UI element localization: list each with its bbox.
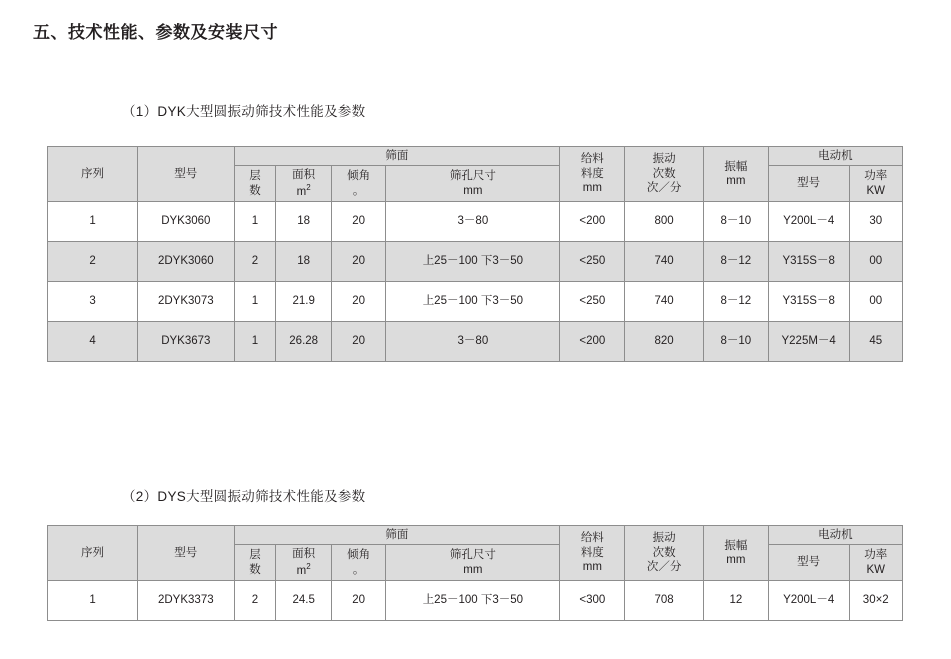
cell-motor-model: Y315S－8 (768, 241, 849, 281)
cell-sequence: 2 (48, 241, 138, 281)
cell-hole-size: 3－80 (386, 321, 560, 361)
cell-model: 2DYK3060 (138, 241, 234, 281)
cell-model: 2DYK3073 (138, 281, 234, 321)
col-header-hole-line1: 筛孔尺寸 (449, 170, 496, 183)
col-header-area-line2: $m^2$ (296, 182, 311, 198)
col-header-sequence: 序列 (48, 147, 138, 202)
cell-amplitude: 8－10 (703, 201, 768, 241)
col-header-feed-line3: mm (582, 561, 602, 574)
table-2-caption: （2）DYS大型圆振动筛技术性能及参数 (122, 489, 366, 504)
cell-area: 18 (276, 201, 332, 241)
cell-frequency: 708 (625, 580, 704, 620)
cell-motor-power: 45 (849, 321, 903, 361)
cell-angle: 20 (331, 321, 385, 361)
col-header-feed-line1: 给料 (580, 532, 604, 545)
col-header-model: 型号 (138, 147, 234, 202)
cell-area: 18 (276, 241, 332, 281)
cell-sequence: 4 (48, 321, 138, 361)
cell-hole-size: 上25－100 下3－50 (386, 580, 560, 620)
col-header-hole-line2: mm (463, 184, 483, 197)
col-header-angle-line1: 倾角 (347, 170, 371, 183)
col-header-amp-line2: mm (726, 174, 746, 187)
col-header-power-line2: KW (866, 563, 886, 576)
cell-model: DYK3673 (138, 321, 234, 361)
cell-motor-power: 00 (849, 241, 903, 281)
cell-feed-size: <250 (560, 281, 625, 321)
group-header-motor: 电动机 (768, 526, 902, 545)
col-header-angle-line1: 倾角 (347, 549, 371, 562)
spec-table-dyk (47, 146, 903, 362)
group-header-screen-surface: 筛面 (234, 526, 560, 545)
col-header-freq-line1: 振动 (652, 532, 676, 545)
group-header-screen-surface: 筛面 (234, 147, 560, 166)
cell-angle: 20 (331, 201, 385, 241)
cell-hole-size: 上25－100 下3－50 (386, 241, 560, 281)
col-header-hole-line2: mm (463, 563, 483, 576)
table-row (48, 321, 903, 361)
col-header-incline-angle (331, 545, 385, 581)
spec-table-dys (47, 525, 903, 621)
col-header-feed-size (560, 147, 625, 202)
col-header-area-line1: 面积 (292, 548, 316, 561)
group-header-motor: 电动机 (768, 147, 902, 166)
col-header-freq-line3: 次／分 (646, 561, 682, 574)
col-header-area-line1: 面积 (292, 169, 316, 182)
cell-motor-model: Y315S－8 (768, 281, 849, 321)
cell-amplitude: 8－12 (703, 241, 768, 281)
cell-amplitude: 12 (703, 580, 768, 620)
cell-hole-size: 3－80 (386, 201, 560, 241)
col-header-hole-size (386, 166, 560, 202)
cell-feed-size: <200 (560, 321, 625, 361)
col-header-freq-line3: 次／分 (646, 182, 682, 195)
table-row (48, 580, 903, 620)
col-header-feed-line3: mm (582, 182, 602, 195)
col-header-amp-line2: mm (726, 553, 746, 566)
cell-frequency: 740 (625, 281, 704, 321)
cell-model: 2DYK3373 (138, 580, 234, 620)
col-header-area (276, 166, 332, 202)
col-header-feed-line2: 料度 (580, 167, 604, 180)
page-title: 五、技术性能、参数及安装尺寸 (33, 23, 278, 42)
col-header-hole-line1: 筛孔尺寸 (449, 549, 496, 562)
col-header-power-line2: KW (866, 184, 886, 197)
cell-feed-size: <200 (560, 201, 625, 241)
col-header-vibration-frequency (625, 147, 704, 202)
col-header-area-line2: $m^2$ (296, 561, 311, 577)
cell-layers: 2 (234, 580, 276, 620)
col-header-motor-model: 型号 (768, 166, 849, 202)
table-row (48, 201, 903, 241)
cell-motor-model: Y200L－4 (768, 580, 849, 620)
cell-sequence: 1 (48, 580, 138, 620)
cell-hole-size: 上25－100 下3－50 (386, 281, 560, 321)
col-header-motor-power (849, 166, 903, 202)
cell-motor-model: Y200L－4 (768, 201, 849, 241)
cell-layers: 2 (234, 241, 276, 281)
col-header-layers-line2: 数 (249, 184, 261, 197)
cell-layers: 1 (234, 321, 276, 361)
col-header-freq-line1: 振动 (652, 153, 676, 166)
col-header-area (276, 545, 332, 581)
col-header-layers-line2: 数 (249, 563, 261, 576)
table-header-row-top (48, 147, 903, 166)
cell-motor-power: 30×2 (849, 580, 903, 620)
col-header-feed-line2: 料度 (580, 546, 604, 559)
cell-sequence: 1 (48, 201, 138, 241)
cell-motor-model: Y225M－4 (768, 321, 849, 361)
table-row (48, 241, 903, 281)
cell-frequency: 800 (625, 201, 704, 241)
cell-area: 24.5 (276, 580, 332, 620)
col-header-layers-line1: 层 (249, 549, 261, 562)
cell-amplitude: 8－10 (703, 321, 768, 361)
cell-frequency: 820 (625, 321, 704, 361)
col-header-vibration-frequency (625, 526, 704, 581)
col-header-angle-line2: 。 (352, 563, 365, 576)
cell-layers: 1 (234, 201, 276, 241)
cell-angle: 20 (331, 281, 385, 321)
cell-motor-power: 30 (849, 201, 903, 241)
col-header-layers (234, 545, 276, 581)
cell-amplitude: 8－12 (703, 281, 768, 321)
col-header-freq-line2: 次数 (652, 167, 676, 180)
cell-feed-size: <250 (560, 241, 625, 281)
table-row (48, 281, 903, 321)
table-header-row-top (48, 526, 903, 545)
col-header-layers-line1: 层 (249, 170, 261, 183)
col-header-power-line1: 功率 (864, 170, 888, 183)
table-1-caption: （1）DYK大型圆振动筛技术性能及参数 (122, 104, 366, 119)
col-header-incline-angle (331, 166, 385, 202)
col-header-layers (234, 166, 276, 202)
col-header-feed-line1: 给料 (580, 153, 604, 166)
col-header-angle-line2: 。 (352, 184, 365, 197)
cell-angle: 20 (331, 580, 385, 620)
cell-model: DYK3060 (138, 201, 234, 241)
cell-motor-power: 00 (849, 281, 903, 321)
cell-frequency: 740 (625, 241, 704, 281)
col-header-amplitude (703, 147, 768, 202)
cell-area: 26.28 (276, 321, 332, 361)
col-header-power-line1: 功率 (864, 549, 888, 562)
col-header-motor-power (849, 545, 903, 581)
cell-sequence: 3 (48, 281, 138, 321)
col-header-amplitude (703, 526, 768, 581)
col-header-motor-model: 型号 (768, 545, 849, 581)
cell-angle: 20 (331, 241, 385, 281)
cell-feed-size: <300 (560, 580, 625, 620)
cell-area: 21.9 (276, 281, 332, 321)
col-header-freq-line2: 次数 (652, 546, 676, 559)
col-header-hole-size (386, 545, 560, 581)
cell-layers: 1 (234, 281, 276, 321)
col-header-amp-line1: 振幅 (724, 539, 748, 552)
col-header-sequence: 序列 (48, 526, 138, 581)
col-header-feed-size (560, 526, 625, 581)
col-header-amp-line1: 振幅 (724, 160, 748, 173)
col-header-model: 型号 (138, 526, 234, 581)
